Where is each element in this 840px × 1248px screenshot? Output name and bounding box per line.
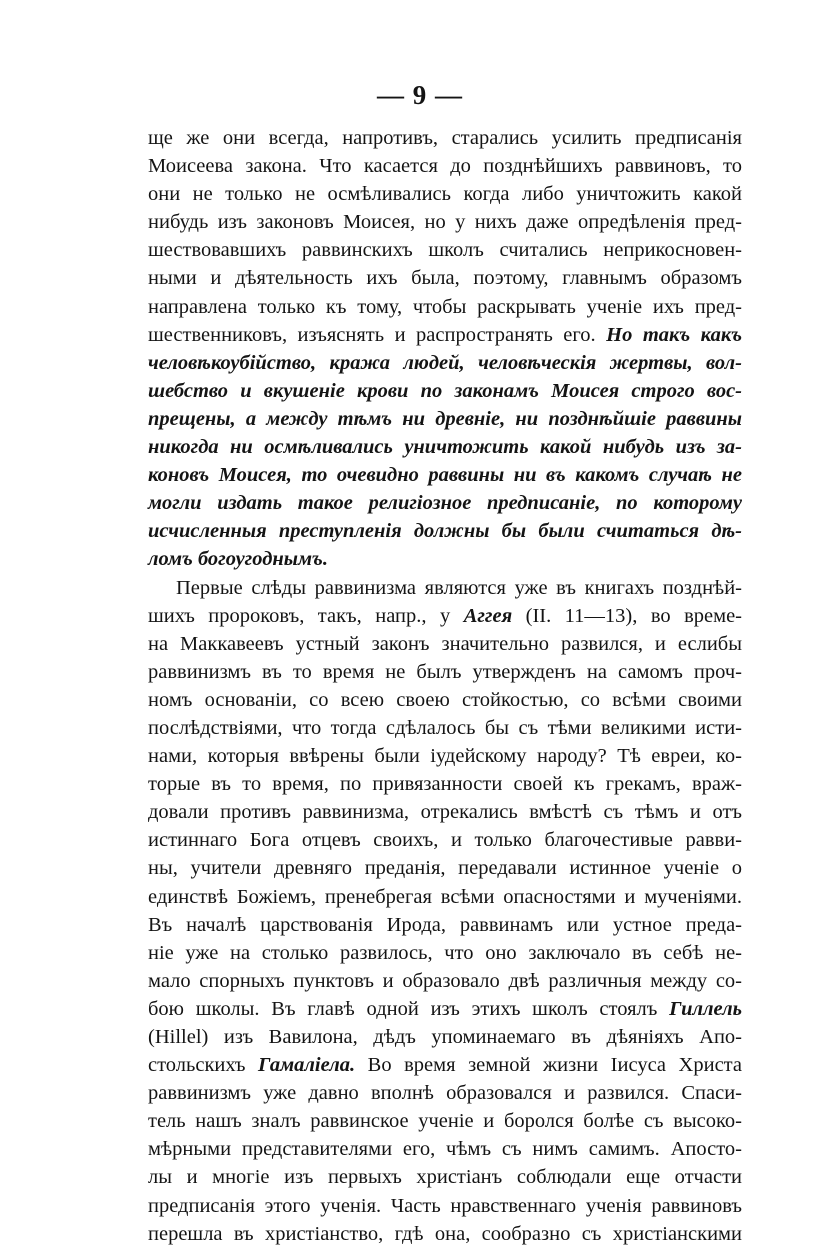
- text-line: [148, 742, 742, 770]
- text-line: [148, 854, 742, 882]
- italic-text: Аггея: [463, 604, 513, 627]
- italic-text: Гамаліела.: [257, 1054, 356, 1077]
- text-run: торые въ то время, по привязанности своей къ грекамъ, враж-: [148, 773, 742, 796]
- text-line: [148, 405, 742, 433]
- text-line: [148, 264, 742, 292]
- text-run: раввинизмъ въ то время не былъ утвержденъ на самомъ проч-: [148, 660, 742, 683]
- italic-text: прещены, а между тѣмъ ни древніе, ни позднѣйшіе раввины: [148, 407, 742, 430]
- text-run: Моисеева закона. Что касается до позднѣйшихъ раввиновъ, то: [148, 155, 742, 178]
- text-run: шихъ пророковъ, такъ, напр., у: [148, 604, 464, 627]
- text-run: стольскихъ: [148, 1054, 258, 1077]
- italic-text: исчисленныя преступленія должны бы были считаться дѣ-: [148, 520, 742, 543]
- text-run: номъ основаніи, со всею своею стойкостью, со всѣми своими: [148, 688, 742, 711]
- text-line: [148, 995, 742, 1023]
- text-line: [148, 461, 742, 489]
- text-line: [148, 208, 742, 236]
- text-run: бою школы. Въ главѣ одной изъ этихъ школъ стоялъ: [148, 997, 670, 1020]
- text-run: нами, которыя ввѣрены были іудейскому народу? Тѣ евреи, ко-: [148, 745, 742, 768]
- text-run: мало спорныхъ пунктовъ и образовало двѣ различныя между со-: [148, 969, 742, 992]
- text-run: нибудь изъ законовъ Моисея, но у нихъ даже опредѣленія пред-: [148, 211, 742, 234]
- text-line: [148, 124, 742, 152]
- text-line: [148, 714, 742, 742]
- text-line: [148, 826, 742, 854]
- text-line: [148, 517, 742, 545]
- text-line: [148, 1220, 742, 1248]
- text-line: [148, 293, 742, 321]
- text-run: Во время земной жизни Іисуса Христа: [355, 1054, 742, 1077]
- text-line: [148, 967, 742, 995]
- italic-text: коновъ Моисея, то очевидно раввины ни въ какомъ случаѣ не: [148, 464, 742, 487]
- text-run: шествовавшихъ раввинскихъ школъ считались неприкосновен-: [148, 239, 742, 262]
- text-line: [148, 1107, 742, 1135]
- italic-text: шебство и вкушеніе крови по законамъ Моисея строго вос-: [148, 379, 742, 402]
- text-run: Первые слѣды раввинизма являются уже въ книгахъ позднѣй-: [176, 576, 742, 599]
- text-run: направлена только къ тому, чтобы раскрывать ученіе ихъ пред-: [148, 295, 742, 318]
- text-run: ными и дѣятельность ихъ была, поэтому, главнымъ образомъ: [148, 267, 742, 290]
- text-line: [148, 658, 742, 686]
- text-line: [148, 321, 742, 349]
- text-line: [148, 574, 742, 602]
- text-line: [148, 1023, 742, 1051]
- text-line: [148, 152, 742, 180]
- italic-text: могли издать такое религіозное предписаніе, по которому: [148, 492, 742, 515]
- text-line: [148, 1163, 742, 1191]
- text-line: [148, 686, 742, 714]
- text-run: истиннаго Бога отцевъ своихъ, и только благочестивые равви-: [148, 829, 742, 852]
- text-line: [148, 1192, 742, 1220]
- text-run: Въ началѣ царствованія Ирода, раввинамъ или устное преда-: [148, 913, 742, 936]
- text-run: мѣрными представителями его, чѣмъ съ нимъ самимъ. Апосто-: [148, 1138, 742, 1161]
- italic-text: человѣкоубійство, кража людей, человѣческія жертвы, вол-: [148, 351, 742, 374]
- text-line: [148, 770, 742, 798]
- italic-text: Но такъ какъ: [606, 323, 743, 346]
- text-line: [148, 1079, 742, 1107]
- text-run: они не только не осмѣливались когда либо уничтожить какой: [148, 183, 742, 206]
- text-run: ны, учители древняго преданія, передавали истинное ученіе о: [148, 857, 742, 880]
- text-run: предписанія этого ученія. Часть нравственнаго ученія раввиновъ: [148, 1194, 742, 1217]
- text-run: лы и многіе изъ первыхъ христіанъ соблюдали еще отчасти: [148, 1166, 742, 1189]
- text-line: [148, 489, 742, 517]
- text-line: [148, 883, 742, 911]
- paragraph: [148, 124, 742, 574]
- text-line: [148, 939, 742, 967]
- text-run: раввинизмъ уже давно вполнѣ образовался и развился. Спаси-: [148, 1082, 742, 1105]
- text-run: (II. 11—13), во време-: [512, 604, 743, 627]
- text-line: [148, 1051, 742, 1079]
- text-line: [148, 433, 742, 461]
- body-text: [148, 124, 742, 1248]
- italic-text: никогда ни осмѣливались уничтожить какой нибудь изъ за-: [148, 436, 742, 459]
- italic-text: ломъ богоугоднымъ.: [148, 548, 328, 571]
- text-run: шественниковъ, изъяснять и распространять его.: [148, 323, 607, 346]
- text-run: послѣдствіями, что тогда сдѣлалось бы съ тѣми великими исти-: [148, 716, 742, 739]
- italic-text: Гиллель: [669, 997, 742, 1020]
- text-line: [148, 545, 742, 573]
- text-line: [148, 236, 742, 264]
- text-run: перешла въ христіанство, гдѣ она, сообразно съ христіанскими: [148, 1222, 742, 1245]
- text-line: [148, 377, 742, 405]
- text-line: [148, 349, 742, 377]
- text-line: [148, 602, 742, 630]
- paragraph: [148, 574, 742, 1248]
- text-run: довали противъ раввинизма, отрекались вмѣстѣ съ тѣмъ и отъ: [148, 801, 742, 824]
- text-run: ніе уже на столько развилось, что оно заключало въ себѣ не-: [148, 941, 742, 964]
- text-line: [148, 630, 742, 658]
- text-line: [148, 1135, 742, 1163]
- text-run: (Hillel) изъ Вавилона, дѣдъ упоминаемаго въ дѣяніяхъ Апо-: [148, 1026, 742, 1048]
- text-line: [148, 180, 742, 208]
- page-number: — 9 —: [377, 80, 463, 110]
- text-run: единствѣ Божіемъ, пренебрегая всѣми опасностями и мученіями.: [148, 885, 742, 908]
- text-run: на Маккавеевъ устный законъ значительно развился, и еслибы: [148, 632, 742, 655]
- text-line: [148, 911, 742, 939]
- text-run: тель нашъ зналъ раввинское ученіе и боролся болѣе съ высоко-: [148, 1110, 742, 1133]
- text-run: ще же они всегда, напротивъ, старались усилить предписанія: [148, 127, 742, 149]
- text-line: [148, 798, 742, 826]
